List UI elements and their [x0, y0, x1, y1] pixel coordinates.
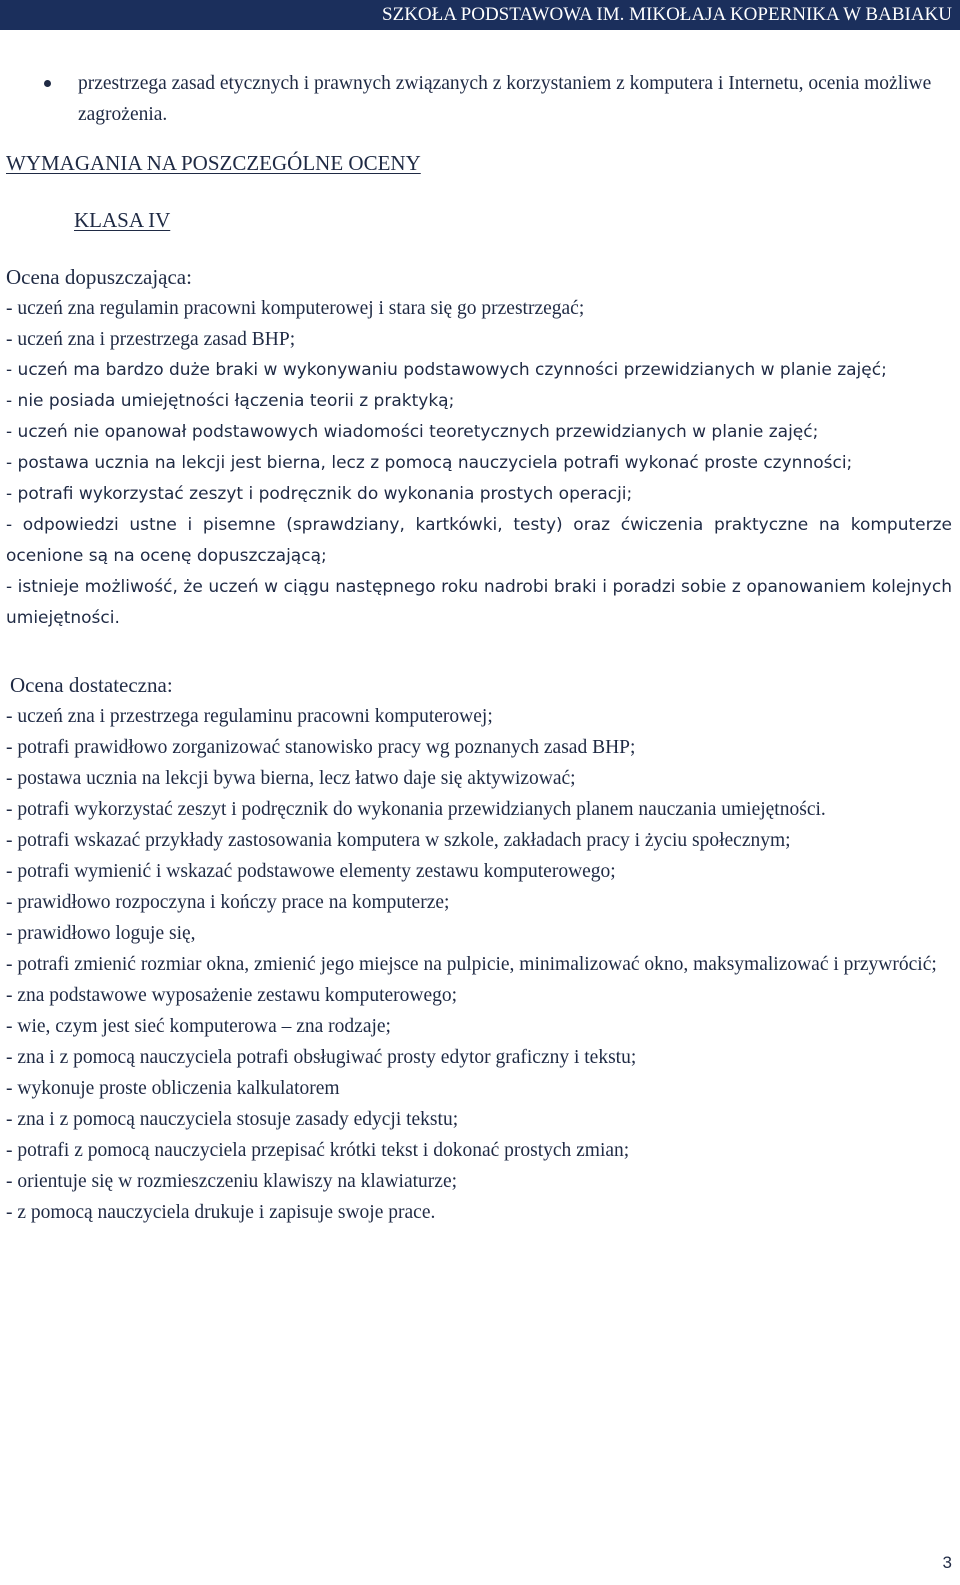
- list-item: - potrafi z pomocą nauczyciela przepisać krótki tekst i dokonać prostych zmian;: [6, 1140, 630, 1161]
- list-item: - uczeń zna regulamin pracowni komputerowej i stara się go przestrzegać;: [6, 298, 585, 319]
- list-item: - prawidłowo loguje się,: [6, 923, 196, 944]
- list-item: - zna i z pomocą nauczyciela stosuje zasady edycji tekstu;: [6, 1109, 459, 1130]
- page-number: 3: [942, 1553, 952, 1572]
- list-item: - potrafi wykorzystać zeszyt i podręcznik do wykonania przewidzianych planem nauczania umiejętności.: [6, 799, 826, 820]
- intro-bullet-text: przestrzega zasad etycznych i prawnych związanych z korzystaniem z komputera i Internetu, ocenia możliwe zagrożenia.: [78, 73, 932, 125]
- bullet-icon: [44, 80, 51, 87]
- list-item: - potrafi zmienić rozmiar okna, zmienić jego miejsce na pulpicie, minimalizować okno, maksymalizować i przywrócić;: [6, 954, 937, 975]
- page-header: [0, 0, 960, 30]
- document-body: [6, 68, 952, 1228]
- list-dopuszczajaca: [6, 293, 952, 634]
- list-item: - potrafi wykorzystać zeszyt i podręcznik do wykonania prostych operacji;: [6, 484, 633, 504]
- list-item: - zna i z pomocą nauczyciela potrafi obsługiwać prosty edytor graficzny i tekstu;: [6, 1047, 637, 1068]
- list-item: - uczeń nie opanował podstawowych wiadomości teoretycznych przewidzianych w planie zajęć;: [6, 422, 819, 442]
- list-item: - uczeń zna i przestrzega zasad BHP;: [6, 329, 296, 350]
- list-item: - wie, czym jest sieć komputerowa – zna rodzaje;: [6, 1016, 391, 1037]
- section-title-dopuszczajaca: Ocena dopuszczająca:: [6, 265, 192, 289]
- section-title-dostateczna: Ocena dostateczna:: [10, 673, 173, 697]
- list-item: - postawa ucznia na lekcji jest bierna, lecz z pomocą nauczyciela potrafi wykonać proste czynności;: [6, 453, 853, 473]
- list-item: - uczeń ma bardzo duże braki w wykonywaniu podstawowych czynności przewidzianych w planie zajęć;: [6, 360, 887, 380]
- list-item: - orientuje się w rozmieszczeniu klawiszy na klawiaturze;: [6, 1171, 458, 1192]
- list-item: - prawidłowo rozpoczyna i kończy prace na komputerze;: [6, 892, 450, 913]
- class-heading: KLASA IV: [74, 208, 171, 232]
- list-dostateczna: [6, 701, 952, 1228]
- list-item: - potrafi wskazać przykłady zastosowania komputera w szkole, zakładach pracy i życiu społecznym;: [6, 830, 791, 851]
- list-item: - nie posiada umiejętności łączenia teorii z praktyką;: [6, 391, 455, 411]
- list-item: - wykonuje proste obliczenia kalkulatorem: [6, 1078, 340, 1099]
- main-heading: WYMAGANIA NA POSZCZEGÓLNE OCENY: [6, 151, 421, 175]
- list-item: - istnieje możliwość, że uczeń w ciągu następnego roku nadrobi braki i poradzi sobie z opanowaniem kolejnych umiejętności.: [6, 577, 952, 628]
- list-item: - zna podstawowe wyposażenie zestawu komputerowego;: [6, 985, 458, 1006]
- list-item: - odpowiedzi ustne i pisemne (sprawdziany, kartkówki, testy) oraz ćwiczenia praktyczne na komputerze ocenione są na ocenę dopuszczającą;: [6, 515, 952, 566]
- list-item: - uczeń zna i przestrzega regulaminu pracowni komputerowej;: [6, 706, 493, 727]
- intro-bullet-item: [6, 68, 952, 130]
- school-name: SZKOŁA PODSTAWOWA IM. MIKOŁAJA KOPERNIKA W BABIAKU: [382, 4, 952, 25]
- list-item: - postawa ucznia na lekcji bywa bierna, lecz łatwo daje się aktywizować;: [6, 768, 576, 789]
- list-item: - potrafi wymienić i wskazać podstawowe elementy zestawu komputerowego;: [6, 861, 616, 882]
- list-item: - potrafi prawidłowo zorganizować stanowisko pracy wg poznanych zasad BHP;: [6, 737, 636, 758]
- list-item: - z pomocą nauczyciela drukuje i zapisuje swoje prace.: [6, 1202, 436, 1223]
